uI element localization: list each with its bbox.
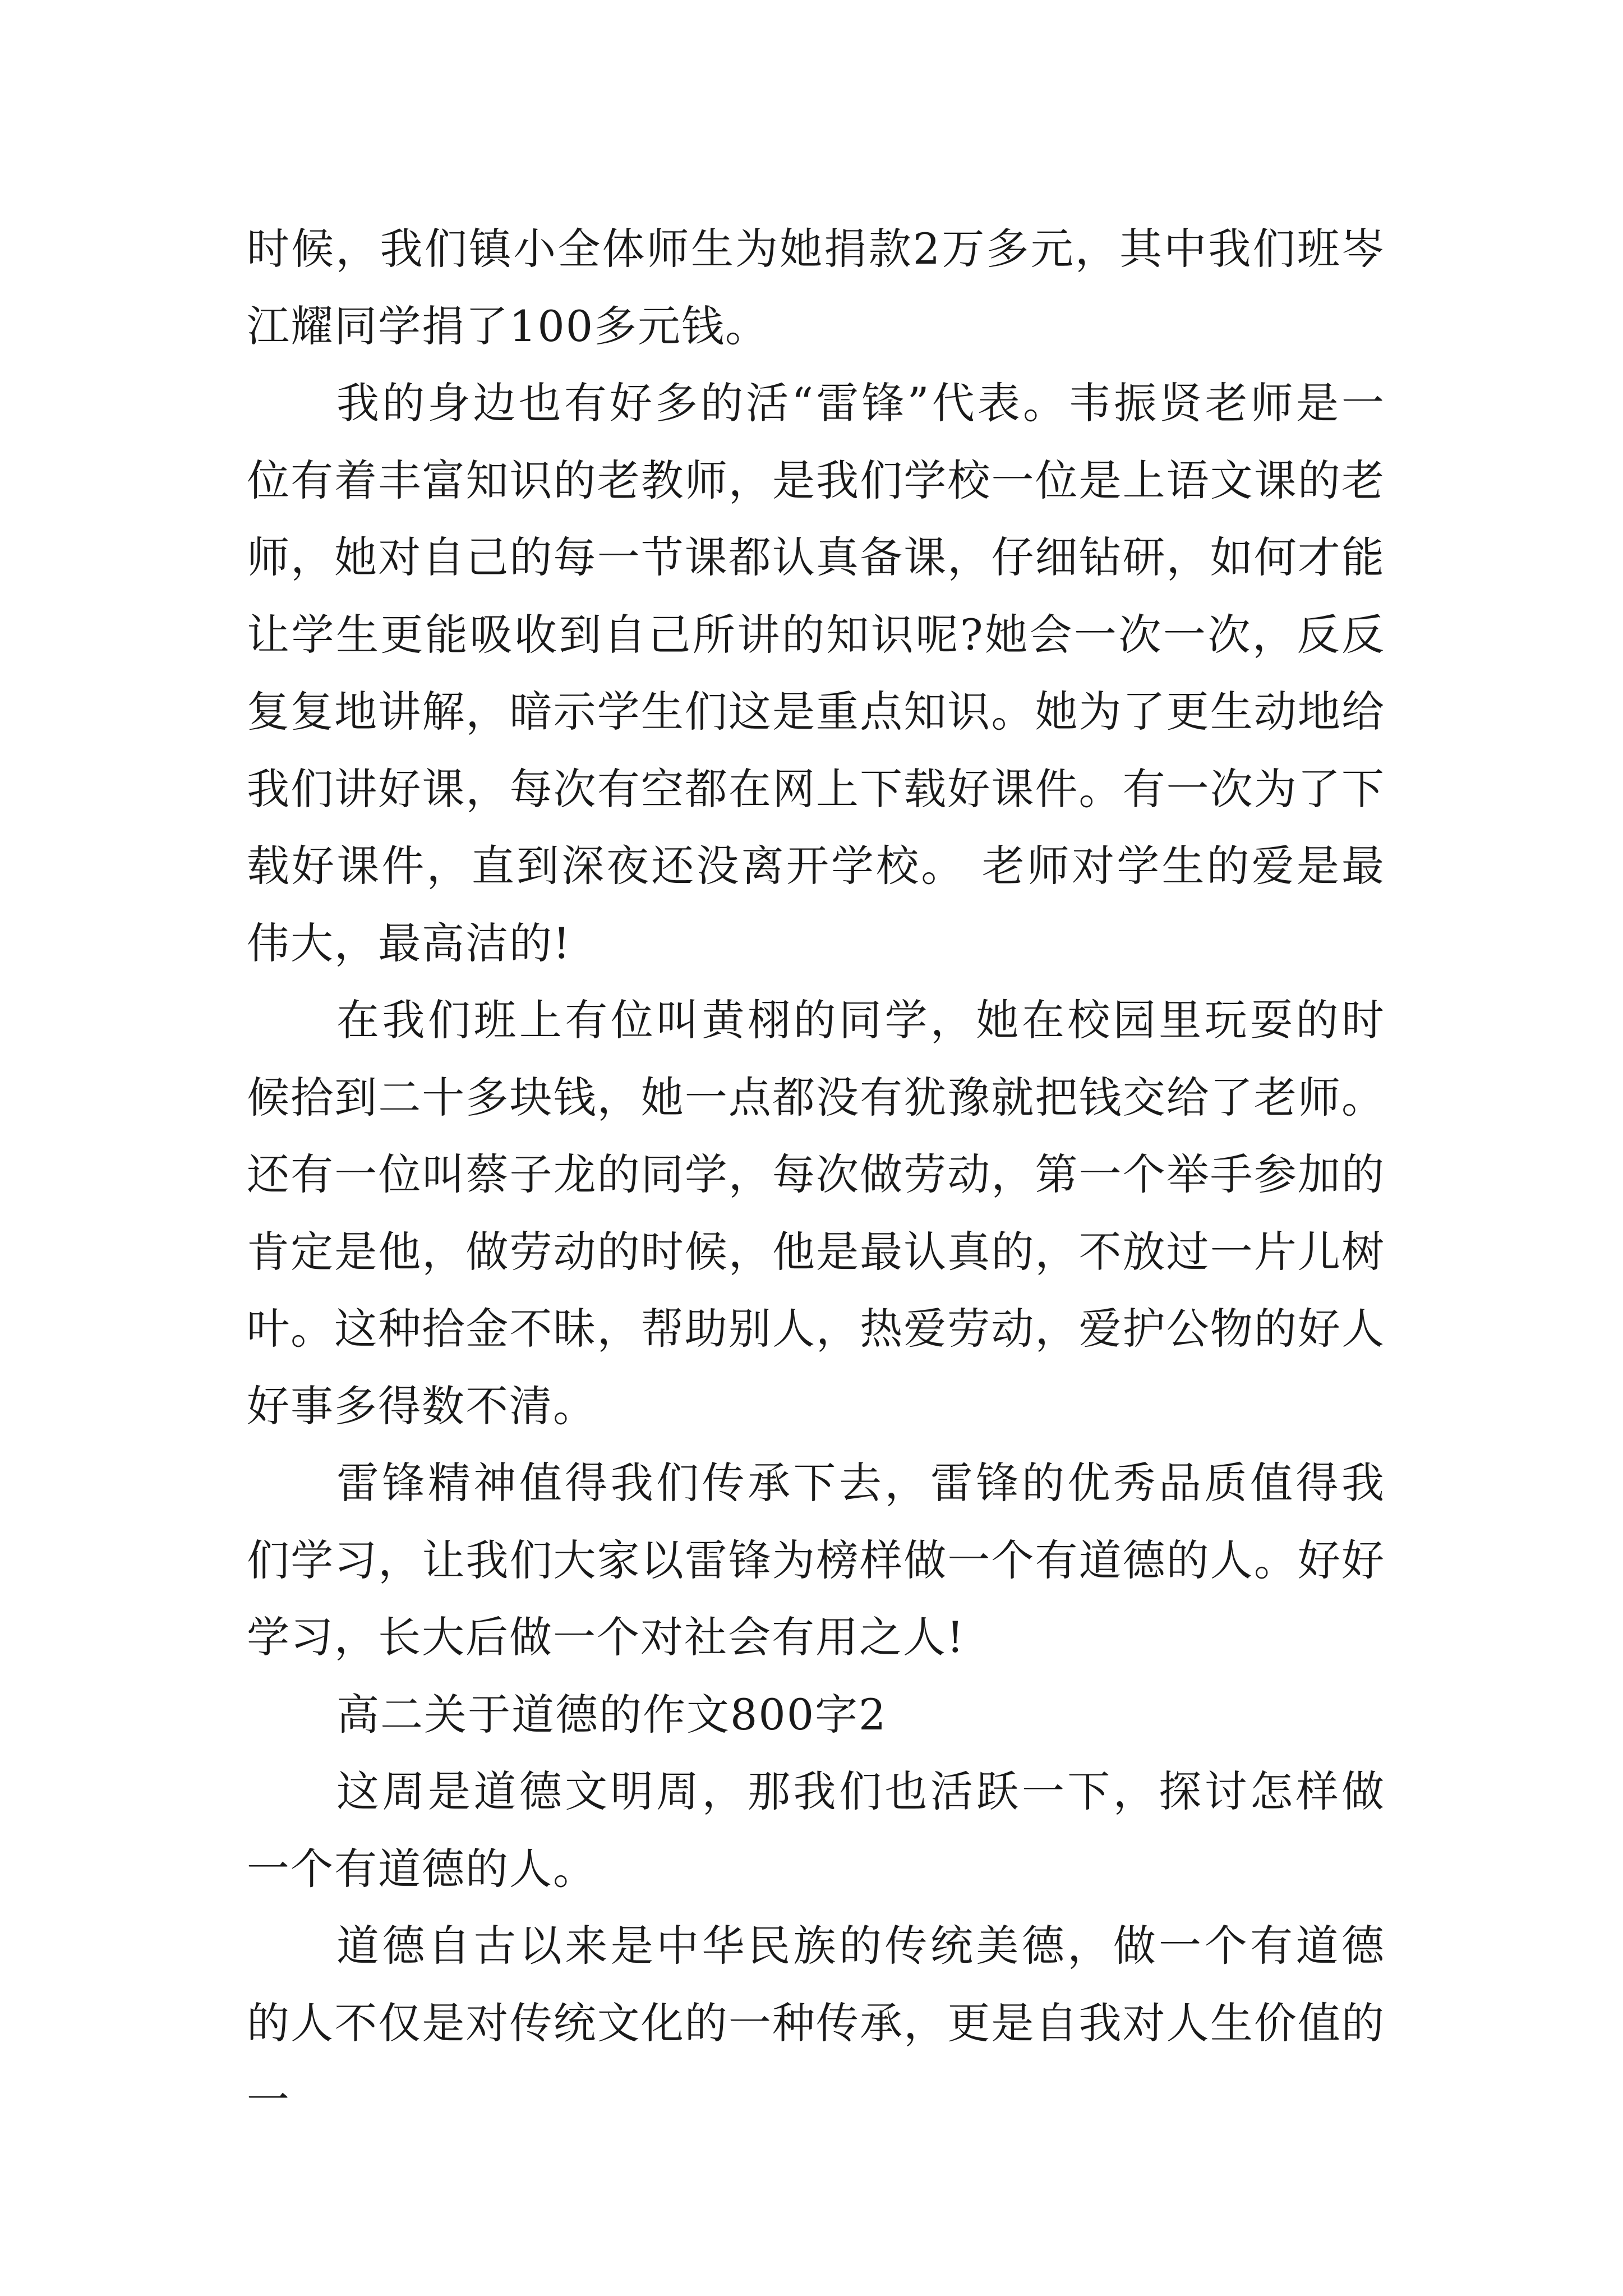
paragraph-4: 雷锋精神值得我们传承下去，雷锋的优秀品质值得我们学习，让我们大家以雷锋为榜样做一个有道德的人。好好学习，长大后做一个对社会有用之人! (247, 1458, 1385, 1662)
paragraph-6: 道德自古以来是中华民族的传统美德，做一个有道德的人不仅是对传统文化的一种传承，更是自我对人生价值的一 (247, 1921, 1385, 2125)
essay-heading: 高二关于道德的作文800字2 (336, 1689, 887, 1740)
paragraph-3: 在我们班上有位叫黄栩的同学，她在校园里玩耍的时候拾到二十多块钱，她一点都没有犹豫就把钱交给了老师。还有一位叫蔡子龙的同学，每次做劳动，第一个举手参加的肯定是他，做劳动的时候，他是最认真的，不放过一片儿树叶。这种拾金不昧，帮助别人，热爱劳动，爱护公物的好人好事多得数不清。 (247, 995, 1385, 1431)
paragraph-2: 我的身边也有好多的活“雷锋”代表。韦振贤老师是一位有着丰富知识的老教师，是我们学校一位是上语文课的老师，她对自己的每一节课都认真备课，仔细钻研，如何才能让学生更能吸收到自己所讲的知识呢?她会一次一次，反反复复地讲解，暗示学生们这是重点知识。她为了更生动地给我们讲好课，每次有空都在网上下载好课件。有一次为了下载好课件，直到深夜还没离开学校。 老师对学生的爱是最伟大，最高洁的! (247, 378, 1385, 968)
document-body (247, 210, 1385, 2139)
paragraph-5: 这周是道德文明周，那我们也活跃一下，探讨怎样做一个有道德的人。 (247, 1766, 1385, 1894)
paragraph-1: 时候，我们镇小全体师生为她捐款2万多元，其中我们班岑江耀同学捐了100多元钱。 (247, 224, 1385, 351)
